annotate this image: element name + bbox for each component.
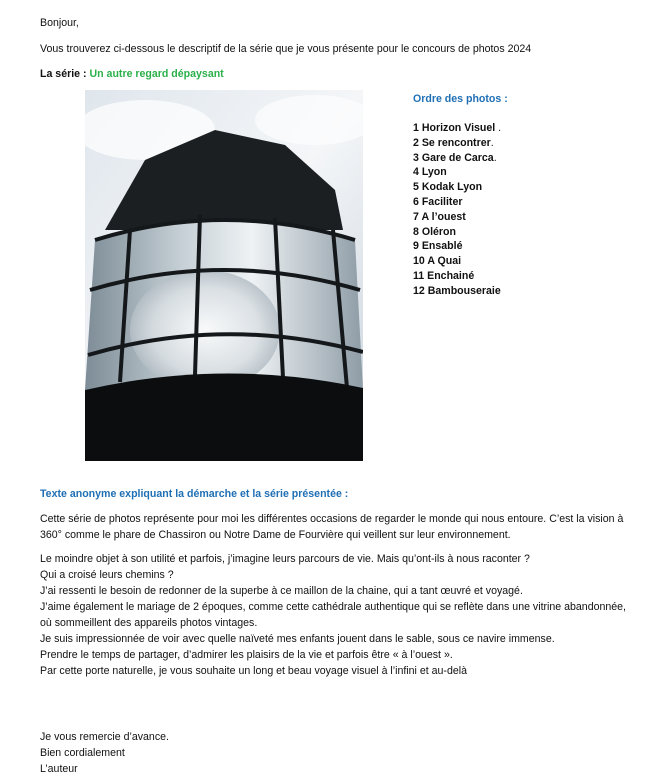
list-item: 5 Kodak Lyon	[413, 181, 483, 194]
series-label: La série :	[40, 68, 87, 80]
list-item: 10 A Quai	[413, 255, 462, 268]
order-title: Ordre des photos :	[413, 93, 508, 105]
intro-text: Vous trouverez ci-dessous le descriptif de la série que je vous présente pour le concours de photos 2024	[40, 43, 532, 55]
list-item: 3 Gare de Carca.	[413, 151, 497, 164]
paragraph-2	[40, 551, 630, 679]
series-line	[40, 66, 630, 82]
list-item: 6 Faciliter	[413, 195, 463, 208]
paragraph-line: Je suis impressionnée de voir avec quelle naïveté mes enfants jouent dans le sable, sous ce navire immense.	[40, 633, 555, 645]
list-item: 11 Enchainé	[413, 269, 475, 282]
paragraph-1: Cette série de photos représente pour moi les différentes occasions de regarder le monde qui nous entoure. C’est la vision à 360° comme le phare de Chassiron ou Notre Dame de Fourvière qui veillent sur leur environnement.	[40, 513, 624, 541]
closing	[40, 729, 630, 777]
closing-line: L’auteur	[40, 763, 78, 775]
list-item: 4 Lyon	[413, 166, 447, 179]
list-item: 12 Bambouseraie	[413, 284, 501, 297]
anon-heading: Texte anonyme expliquant la démarche et la série présentée :	[40, 488, 349, 500]
closing-line: Bien cordialement	[40, 747, 125, 759]
closing-line: Je vous remercie d’avance.	[40, 731, 169, 743]
series-title: Un autre regard dépaysant	[89, 68, 224, 80]
order-list	[413, 121, 633, 299]
paragraph-line: J’ai ressenti le besoin de redonner de la superbe à ce maillon de la chaine, qui a tant œuvré et voyagé.	[40, 585, 523, 597]
greeting: Bonjour,	[40, 17, 79, 29]
photo-order	[413, 91, 633, 297]
paragraph-line: J’aime également le mariage de 2 époques, comme cette cathédrale authentique qui se reflète dans une vitrine abandonnée, où sommeillent des appareils photos vintages.	[40, 601, 626, 629]
lighthouse-photo	[85, 90, 363, 461]
list-item: 1 Horizon Visuel .	[413, 122, 502, 134]
list-item: 2 Se rencontrer.	[413, 136, 494, 149]
list-item: 9 Ensablé	[413, 240, 463, 253]
paragraph-line: Le moindre objet à son utilité et parfois, j’imagine leurs parcours de vie. Mais qu’ont-ils à nous raconter ?	[40, 553, 530, 565]
list-item: 8 Oléron	[413, 225, 456, 238]
list-item: 7 A l’ouest	[413, 210, 466, 223]
paragraph-line: Prendre le temps de partager, d’admirer les plaisirs de la vie et parfois être « à l’ouest ».	[40, 649, 453, 661]
paragraph-line: Qui a croisé leurs chemins ?	[40, 569, 174, 581]
paragraph-line: Par cette porte naturelle, je vous souhaite un long et beau voyage visuel à l’infini et au-delà	[40, 665, 467, 677]
